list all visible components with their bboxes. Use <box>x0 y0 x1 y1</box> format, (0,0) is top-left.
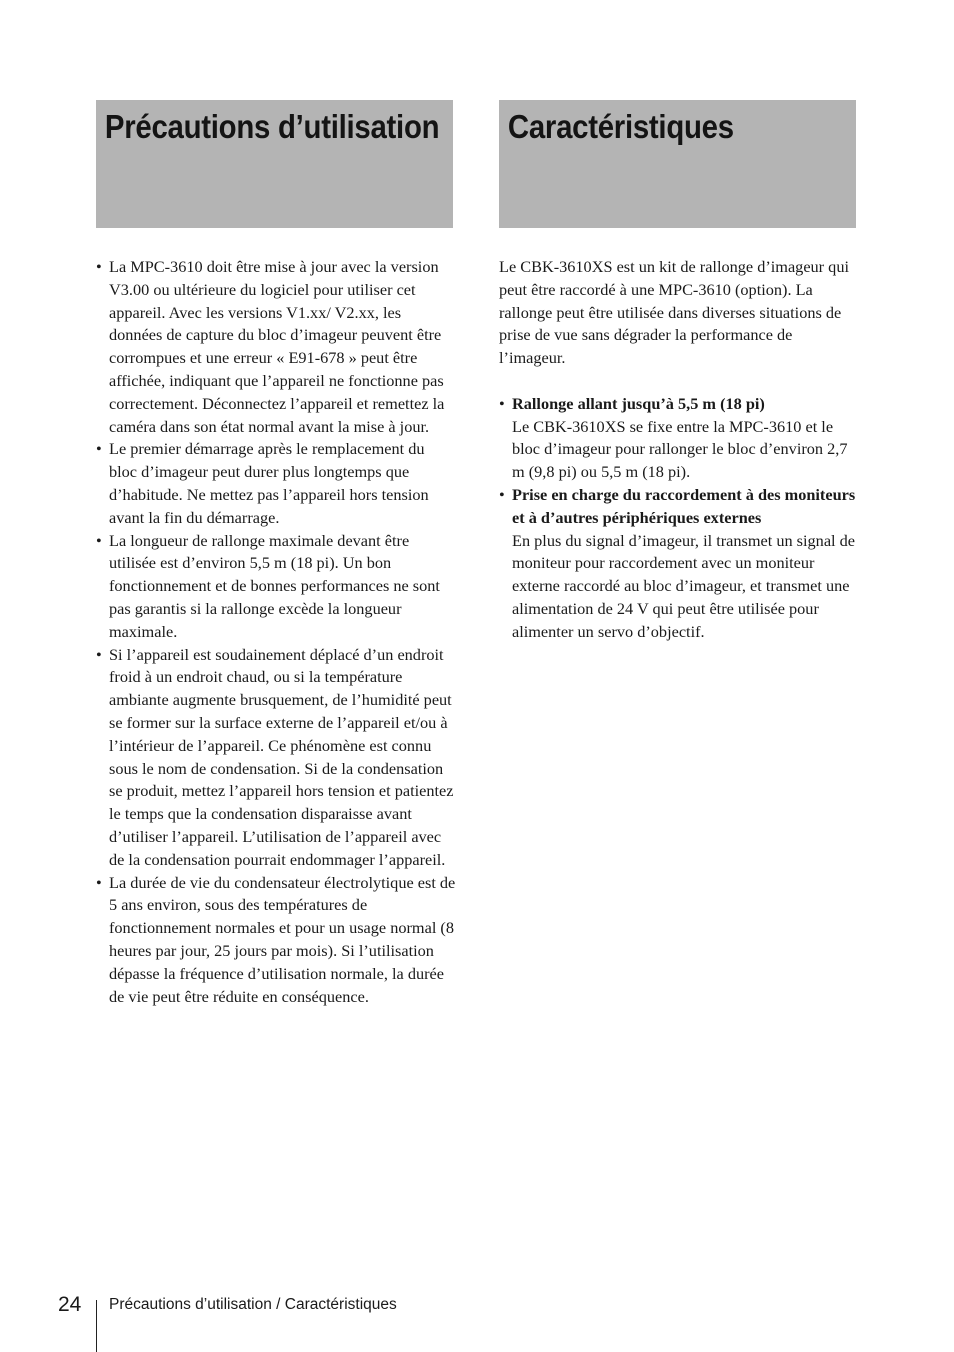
precaution-item: • La durée de vie du condensateur électrolytique est de 5 ans environ, sous des températures de fonctionnement normales et pour un usage normal (8 heures par jour, 25 jours par mois). Si l’utilisation dépasse la fréquence d’utilisation normale, la durée de vie peut être réduite en conséquence. <box>96 872 456 1009</box>
bullet-icon <box>96 256 102 279</box>
feature-title: Rallonge allant jusqu’à 5,5 m (18 pi) <box>512 393 765 413</box>
precautions-list <box>96 256 456 1008</box>
bullet-icon <box>96 438 102 461</box>
precautions-header-box <box>96 100 453 228</box>
bullet-icon <box>499 484 505 507</box>
bullet-icon <box>96 644 102 667</box>
feature-body: Le CBK-3610XS se fixe entre la MPC-3610 et le bloc d’imageur pour rallonger le bloc d’environ 2,7 m (9,8 pi) ou 5,5 m (18 pi). <box>512 416 848 482</box>
features-list <box>499 393 859 644</box>
feature-item <box>499 393 859 484</box>
bullet-icon <box>96 530 102 553</box>
precaution-item: • La MPC-3610 doit être mise à jour avec la version V3.00 ou ultérieure du logiciel pour utiliser cet appareil. Avec les versions V1.xx/ V2.xx, les données de capture du bloc d’imageur peuvent être corrompues et une erreur « E91-678 » peut être affichée, indiquant que l’appareil ne fonctionne pas correctement. Déconnectez l’appareil et remettez la caméra dans son état normal avant la mise à jour. <box>96 256 456 438</box>
precaution-item: • La longueur de rallonge maximale devant être utilisée est d’environ 5,5 m (18 pi). Un bon fonctionnement et de bonnes performances ne sont pas garantis si la rallonge excède la longueur maximale. <box>96 530 456 644</box>
precaution-item: • Si l’appareil est soudainement déplacé d’un endroit froid à un endroit chaud, ou si la température ambiante augmente brusquement, de l’humidité peut se former sur la surface externe de l’appareil et/ou à l’intérieur de l’appareil. Ce phénomène est connu sous le nom de condensation. Si de la condensation se produit, mettez l’appareil hors tension et patientez le temps que la condensation disparaisse avant d’utiliser l’appareil. L’utilisation de l’appareil avec de la condensation pourrait endommager l’appareil. <box>96 644 456 872</box>
bullet-icon <box>499 393 505 416</box>
features-column <box>499 256 859 644</box>
page-number: 24 <box>58 1293 82 1316</box>
page-footer <box>0 1290 954 1352</box>
bullet-icon <box>96 872 102 895</box>
precautions-title: Précautions d’utilisation <box>104 108 440 145</box>
footer-divider <box>96 1300 97 1352</box>
features-title: Caractéristiques <box>507 108 734 145</box>
running-title: Précautions d’utilisation / Caractéristiques <box>109 1296 397 1313</box>
precautions-column <box>96 256 456 1008</box>
precaution-item: • Le premier démarrage après le remplacement du bloc d’imageur peut durer plus longtemps que d’habitude. Ne mettez pas l’appareil hors tension avant la fin du démarrage. <box>96 438 456 529</box>
features-header-box <box>499 100 856 228</box>
features-intro: Le CBK-3610XS est un kit de rallonge d’imageur qui peut être raccordé à une MPC-3610 (option). La rallonge peut être utilisée dans diverses situations de prise de vue sans dégrader la performance de l’imageur. <box>499 257 849 368</box>
feature-item <box>499 484 859 644</box>
feature-body: En plus du signal d’imageur, il transmet un signal de moniteur pour raccordement avec un moniteur externe raccordé au bloc d’imageur, et transmet une alimentation de 24 V qui peut être utilisée pour alimenter un servo d’objectif. <box>512 530 856 641</box>
feature-title: Prise en charge du raccordement à des moniteurs et à d’autres périphériques externes <box>512 484 856 527</box>
